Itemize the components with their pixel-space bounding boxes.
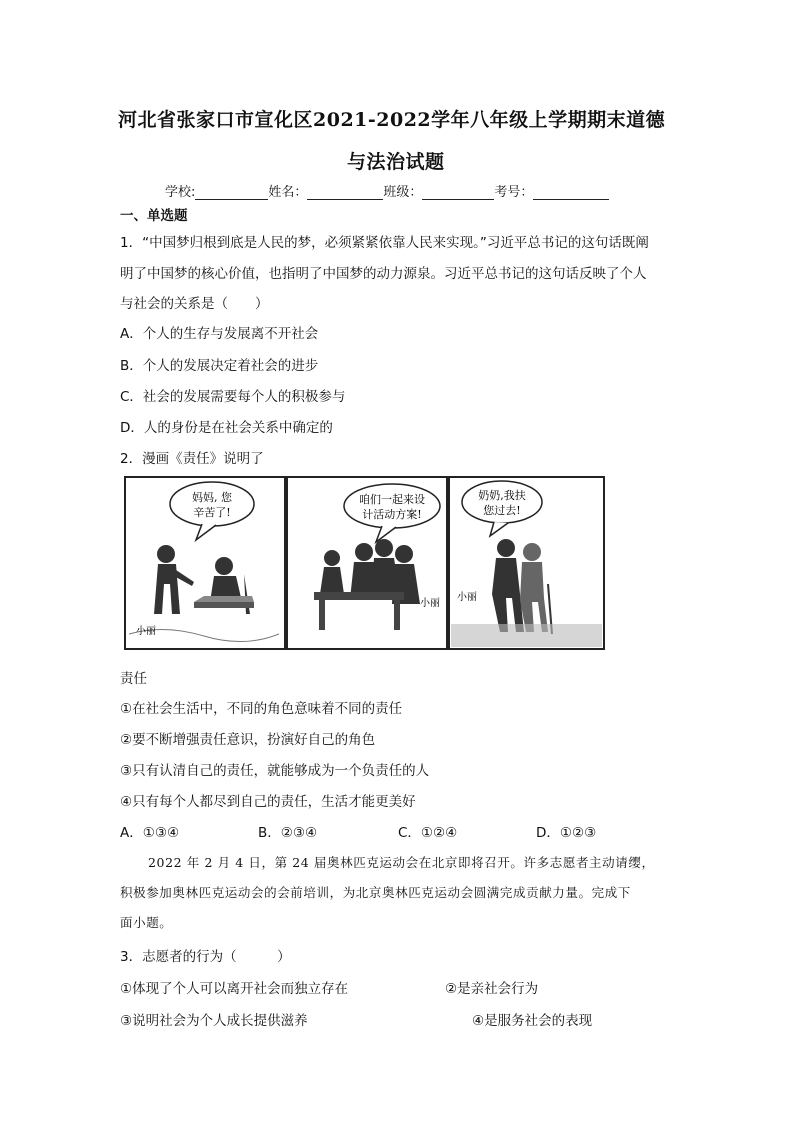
panel2-bubble-line2: 计活动方案! <box>362 508 422 521</box>
q3-statement-2: ②是亲社会行为 <box>445 981 539 997</box>
document-title-line2: 与法治试题 <box>347 151 445 173</box>
q3-statement-3: ③说明社会为个人成长提供滋养 <box>120 1013 308 1029</box>
q1-option-b[interactable]: B．个人的发展决定着社会的进步 <box>120 358 319 374</box>
class-blank[interactable] <box>422 187 494 200</box>
panel3-bubble-line2: 您过去! <box>483 504 521 517</box>
panel3-bubble-line1: 奶奶,我扶 <box>478 489 526 502</box>
exam-no-label: 考号： <box>494 185 534 200</box>
speech-bubble-2 <box>344 484 440 528</box>
q1-option-c[interactable]: C．社会的发展需要每个人的积极参与 <box>120 389 346 405</box>
q3-statement-4: ④是服务社会的表现 <box>472 1013 593 1029</box>
panel1-bubble-line2: 辛苦了! <box>193 506 231 519</box>
panel2-label: 小丽 <box>420 598 440 609</box>
q2-option-c[interactable]: C．①②④ <box>398 825 458 841</box>
school-label: 学校: <box>165 185 196 200</box>
passage-line3: 面小题。 <box>120 915 173 930</box>
q3-stem: 3．志愿者的行为（ ） <box>120 949 291 965</box>
panel2-bubble-line1: 咱们一起来设 <box>359 493 425 506</box>
q2-option-b[interactable]: B．②③④ <box>258 825 318 841</box>
comic-caption: 责任 <box>120 671 147 687</box>
q1-stem-line3: 与社会的关系是（ ） <box>120 296 269 312</box>
q3-statement-1: ①体现了个人可以离开社会而独立存在 <box>120 981 349 997</box>
q2-option-a[interactable]: A．①③④ <box>120 825 180 841</box>
speech-bubble-1 <box>170 482 254 526</box>
passage-line2: 积极参加奥林匹克运动会的会前培训，为北京奥林匹克运动会圆满完成贡献力量。完成下 <box>120 885 631 900</box>
panel1-bubble-line1: 妈妈, 您 <box>192 491 232 504</box>
q2-statement-3: ③只有认清自己的责任，就能够成为一个负责任的人 <box>120 763 430 779</box>
panel1-label: 小丽 <box>136 626 156 637</box>
q2-statement-2: ②要不断增强责任意识，扮演好自己的角色 <box>120 732 376 748</box>
responsibility-comic <box>124 474 606 651</box>
name-label: 姓名： <box>268 185 308 200</box>
section-heading: 一、单选题 <box>120 208 188 224</box>
exam-no-blank[interactable] <box>533 187 609 200</box>
q1-option-d[interactable]: D．人的身份是在社会关系中确定的 <box>120 420 333 436</box>
q1-stem-line1: 1．“中国梦归根到底是人民的梦，必须紧紧依靠人民来实现。”习近平总书记的这句话既阐 <box>120 235 649 251</box>
passage-line1: 2022 年 2 月 4 日，第 24 届奥林匹克运动会在北京即将召开。许多志愿者主动请缨， <box>148 855 655 870</box>
name-blank[interactable] <box>307 187 383 200</box>
q1-option-a[interactable]: A．个人的生存与发展离不开社会 <box>120 326 319 342</box>
q1-stem-line2: 明了中国梦的核心价值，也指明了中国梦的动力源泉。习近平总书记的这句话反映了个人 <box>120 266 647 282</box>
class-label: 班级： <box>383 185 423 200</box>
q2-stem: 2．漫画《责任》说明了 <box>120 451 264 467</box>
q2-statement-1: ①在社会生活中，不同的角色意味着不同的责任 <box>120 701 403 717</box>
student-info-row <box>165 181 609 200</box>
document-title-line1: 河北省张家口市宣化区2021-2022学年八年级上学期期末道德 <box>118 109 666 131</box>
panel3-label: 小丽 <box>457 592 477 603</box>
q2-statement-4: ④只有每个人都尽到自己的责任，生活才能更美好 <box>120 794 416 810</box>
school-blank[interactable] <box>195 187 268 200</box>
q2-option-d[interactable]: D．①②③ <box>536 825 597 841</box>
